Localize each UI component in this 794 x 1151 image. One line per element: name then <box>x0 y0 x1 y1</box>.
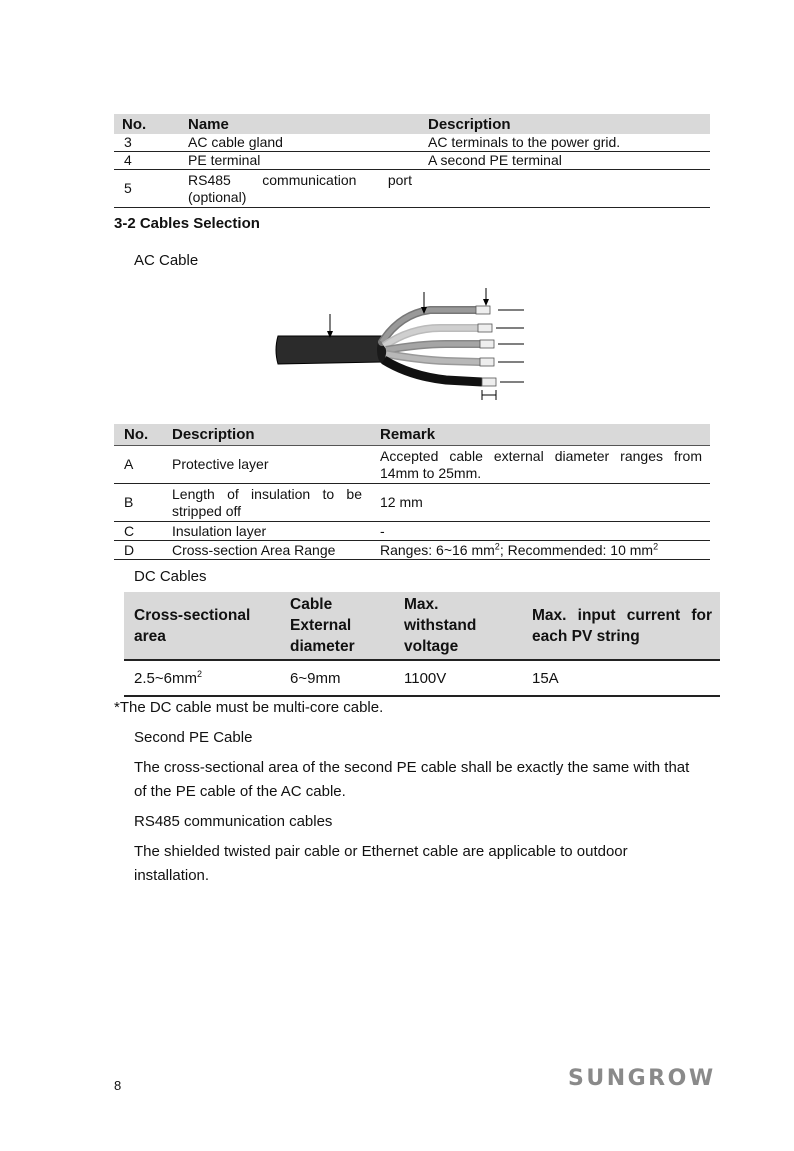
cell-desc <box>420 170 710 208</box>
table-row <box>114 152 710 170</box>
dc-table <box>124 592 720 697</box>
second-pe-label: Second PE Cable <box>134 729 253 746</box>
cell-no: B <box>114 484 162 522</box>
rs485-text: The shielded twisted pair cable or Ethernet cable are applicable to outdoor installation. <box>134 843 628 884</box>
cell-name: PE terminal <box>180 152 420 170</box>
col-header-no: No. <box>114 424 162 446</box>
table-row <box>114 446 710 484</box>
cell-no: C <box>114 522 162 541</box>
cell-remark: Accepted cable external diameter ranges from 14mm to 25mm. <box>370 446 710 484</box>
cell-current: 15A <box>522 660 720 696</box>
cell-desc: Cross-section Area Range <box>162 541 370 560</box>
brand-logo: SUNGROW <box>568 1066 716 1091</box>
col-header-current: Max. input current for each PV string <box>522 592 720 660</box>
col-header-no: No. <box>114 114 180 134</box>
table-row <box>114 541 710 560</box>
table-row <box>114 484 710 522</box>
ac-cable-diagram <box>270 284 530 402</box>
cell-voltage: 1100V <box>394 660 522 696</box>
cell-desc: AC terminals to the power grid. <box>420 134 710 152</box>
cell-no: 3 <box>114 134 180 152</box>
col-header-name: Name <box>180 114 420 134</box>
page-number: 8 <box>114 1078 122 1093</box>
cell-no: 5 <box>114 170 180 208</box>
ac-cable-label: AC Cable <box>134 252 199 269</box>
cell-desc: A second PE terminal <box>420 152 710 170</box>
col-header-diameter: Cable External diameter <box>280 592 394 660</box>
cell-remark: 12 mm <box>370 484 710 522</box>
table-row <box>114 134 710 152</box>
col-header-voltage: Max. withstand voltage <box>394 592 522 660</box>
cell-no: A <box>114 446 162 484</box>
table-row <box>124 660 720 696</box>
cell-no: 4 <box>114 152 180 170</box>
ports-table <box>114 114 710 208</box>
second-pe-text: The cross-sectional area of the second PE cable shall be exactly the same with that of the PE cable of the AC cable. <box>134 759 690 800</box>
table-row <box>114 522 710 541</box>
rs485-label: RS485 communication cables <box>134 813 333 830</box>
section-title: 3-2 Cables Selection <box>114 215 260 232</box>
dc-note: *The DC cable must be multi-core cable. <box>114 699 384 716</box>
cell-area: $2.5\sim 6mm^2$ <box>124 660 280 696</box>
cell-desc: Protective layer <box>162 446 370 484</box>
cell-remark: - <box>370 522 710 541</box>
col-header-area: Cross-sectional area <box>124 592 280 660</box>
cell-desc: Length of insulation to be stripped off <box>162 484 370 522</box>
dc-cables-label: DC Cables <box>134 568 207 585</box>
col-header-description: Description <box>420 114 710 134</box>
cell-remark: Ranges: 6~16 $mm^2$; Recommended: 10 $mm^2$ <box>370 541 710 560</box>
cable-table <box>114 424 710 560</box>
cable-sheath <box>276 336 385 364</box>
col-header-description: Description <box>162 424 370 446</box>
cell-name: AC cable gland <box>180 134 420 152</box>
cell-name: RS485 communication port (optional) <box>180 170 420 208</box>
cell-desc: Insulation layer <box>162 522 370 541</box>
cell-diameter: 6~9mm <box>280 660 394 696</box>
table-row <box>114 170 710 208</box>
col-header-remark: Remark <box>370 424 710 446</box>
cell-no: D <box>114 541 162 560</box>
